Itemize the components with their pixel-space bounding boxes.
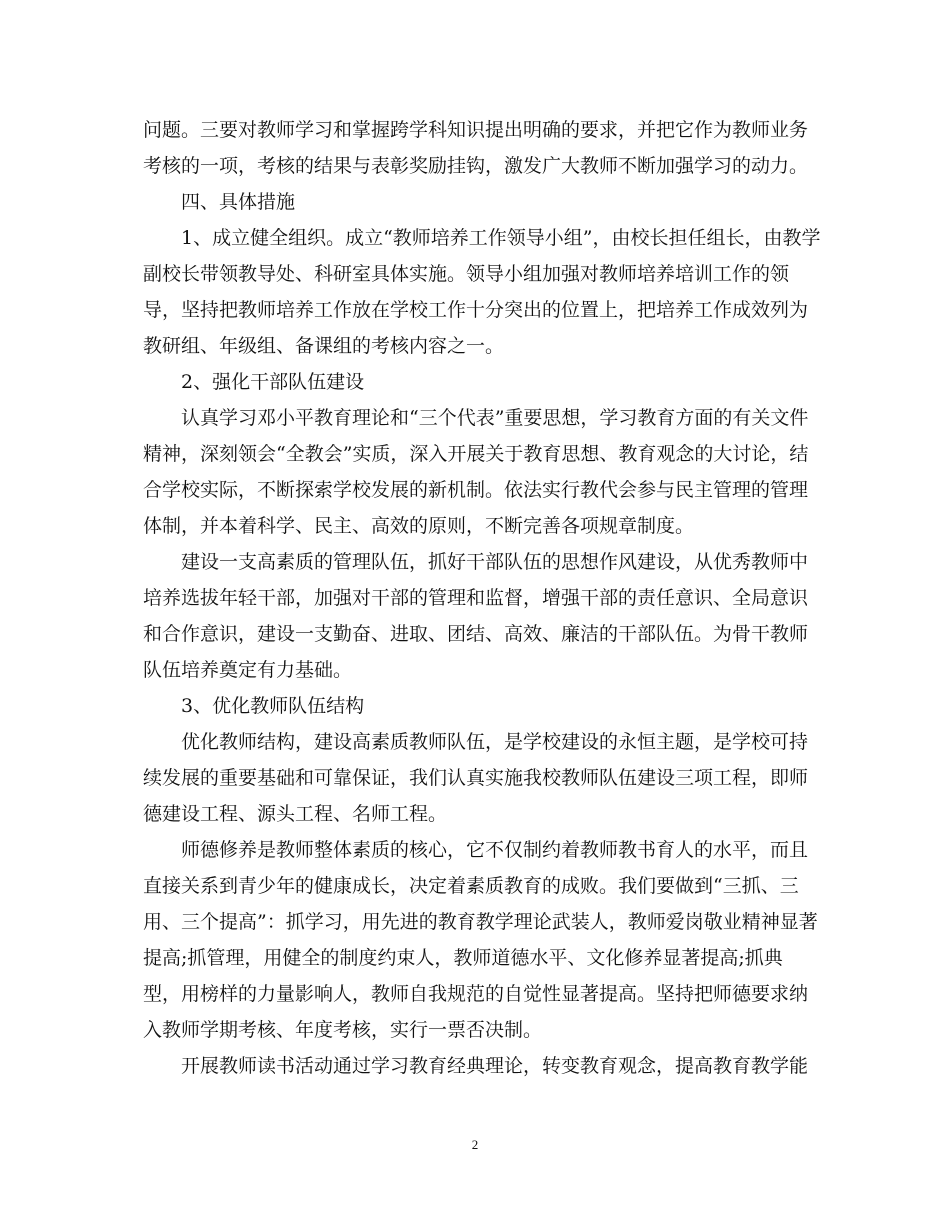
text-line: 认真学习邓小平教育理论和“三个代表”重要思想，学习教育方面的有关文件 [181,407,809,429]
text-line: 导，坚持把教师培养工作放在学校工作十分突出的位置上，把培养工作成效列为 [143,299,809,321]
page-number: 2 [471,1137,479,1152]
text-line: 直接关系到青少年的健康成长，决定着素质教育的成败。我们要做到“三抓、三 [143,875,799,897]
text-line: 建设一支高素质的管理队伍，抓好干部队伍的思想作风建设，从优秀教师中 [181,551,809,573]
text-line: 精神，深刻领会“全教会”实质，深入开展关于教育思想、教育观念的大讨论，结 [143,443,809,465]
text-line: 2、强化干部队伍建设 [181,371,365,393]
text-line: 考核的一项，考核的结果与表彰奖励挂钩，激发广大教师不断加强学习的动力。 [143,155,809,177]
text-line: 四、具体措施 [181,191,296,213]
text-line: 教研组、年级组、备课组的考核内容之一。 [143,335,505,357]
text-line: 优化教师结构，建设高素质教师队伍，是学校建设的永恒主题，是学校可持 [181,731,809,753]
text-line: 德建设工程、源头工程、名师工程。 [143,803,448,825]
text-line: 续发展的重要基础和可靠保证，我们认真实施我校教师队伍建设三项工程，即师 [143,767,809,789]
text-line: 开展教师读书活动通过学习教育经典理论，转变教育观念，提高教育教学能 [181,1055,809,1077]
text-line: 师德修养是教师整体素质的核心，它不仅制约着教师教书育人的水平，而且 [181,839,809,861]
body-text [143,112,821,1084]
text-line: 队伍培养奠定有力基础。 [143,659,353,681]
text-line: 问题。三要对教师学习和掌握跨学科知识提出明确的要求，并把它作为教师业务 [143,119,809,141]
text-line: 培养选拔年轻干部，加强对干部的管理和监督，增强干部的责任意识、全局意识 [143,587,809,609]
text-line: 1、成立健全组织。成立“教师培养工作领导小组”，由校长担任组长，由教学 [181,227,821,249]
text-line: 用、三个提高”：抓学习，用先进的教育教学理论武装人，教师爱岗敬业精神显著 [143,911,818,933]
text-line: 体制，并本着科学、民主、高效的原则，不断完善各项规章制度。 [143,515,695,537]
text-line: 和合作意识，建设一支勤奋、进取、团结、高效、廉洁的干部队伍。为骨干教师 [143,623,809,645]
text-line: 提高;抓管理，用健全的制度约束人，教师道德水平、文化修养显著提高;抓典 [143,947,783,969]
text-line: 合学校实际，不断探索学校发展的新机制。依法实行教代会参与民主管理的管理 [143,479,809,501]
text-line: 3、优化教师队伍结构 [181,695,365,717]
text-line: 型，用榜样的力量影响人，教师自我规范的自觉性显著提高。坚持把师德要求纳 [143,983,809,1005]
text-line: 副校长带领教导处、科研室具体实施。领导小组加强对教师培养培训工作的领 [143,263,790,285]
text-line: 入教师学期考核、年度考核，实行一票否决制。 [143,1019,543,1041]
